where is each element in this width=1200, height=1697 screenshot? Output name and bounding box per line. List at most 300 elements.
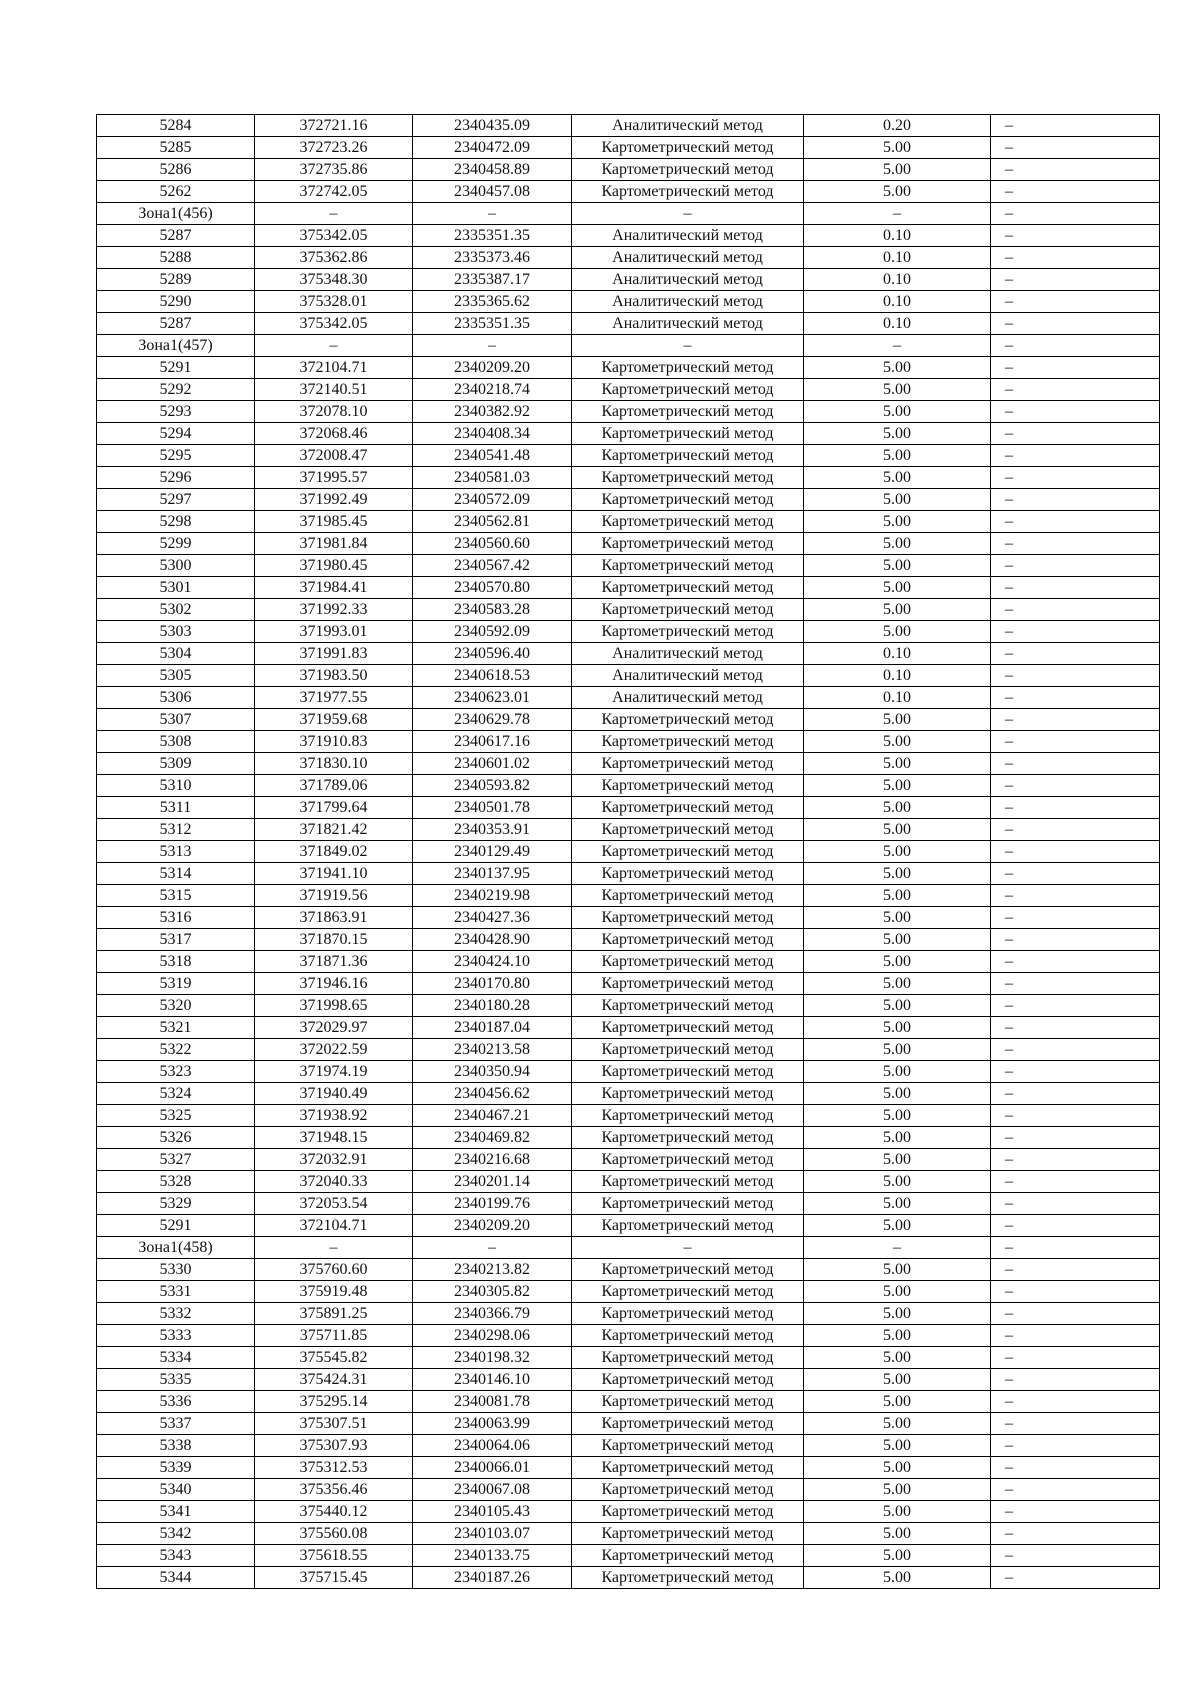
method-cell: Картометрический метод <box>572 1391 804 1413</box>
point-number-cell: 5319 <box>97 973 255 995</box>
x-coordinate-cell: 371946.16 <box>255 973 413 995</box>
table-row <box>97 137 1160 159</box>
point-number-cell: 5321 <box>97 1017 255 1039</box>
accuracy-cell: 0.10 <box>804 247 991 269</box>
table-row <box>97 115 1160 137</box>
method-cell: Картометрический метод <box>572 995 804 1017</box>
method-cell: Аналитический метод <box>572 115 804 137</box>
method-cell: Картометрический метод <box>572 1325 804 1347</box>
table-row <box>97 423 1160 445</box>
method-cell: Аналитический метод <box>572 269 804 291</box>
x-coordinate-cell: 375545.82 <box>255 1347 413 1369</box>
description-cell: – <box>991 181 1160 203</box>
method-cell: Аналитический метод <box>572 291 804 313</box>
point-number-cell: 5338 <box>97 1435 255 1457</box>
table-row <box>97 797 1160 819</box>
method-cell: Картометрический метод <box>572 1039 804 1061</box>
table-row <box>97 577 1160 599</box>
x-coordinate-cell: 375342.05 <box>255 225 413 247</box>
point-number-cell: 5286 <box>97 159 255 181</box>
x-coordinate-cell: 372078.10 <box>255 401 413 423</box>
accuracy-cell: 5.00 <box>804 1083 991 1105</box>
point-number-cell: 5295 <box>97 445 255 467</box>
description-cell: – <box>991 1105 1160 1127</box>
point-number-cell: 5327 <box>97 1149 255 1171</box>
table-row <box>97 1457 1160 1479</box>
table-row <box>97 467 1160 489</box>
y-coordinate-cell: 2340583.28 <box>413 599 572 621</box>
x-coordinate-cell: 375356.46 <box>255 1479 413 1501</box>
point-number-cell: 5312 <box>97 819 255 841</box>
description-cell: – <box>991 555 1160 577</box>
method-cell: Картометрический метод <box>572 1171 804 1193</box>
description-cell: – <box>991 357 1160 379</box>
point-number-cell: 5342 <box>97 1523 255 1545</box>
y-coordinate-cell: 2340560.60 <box>413 533 572 555</box>
method-cell: Картометрический метод <box>572 577 804 599</box>
x-coordinate-cell: 372008.47 <box>255 445 413 467</box>
table-row <box>97 379 1160 401</box>
y-coordinate-cell: 2340382.92 <box>413 401 572 423</box>
y-coordinate-cell: 2340596.40 <box>413 643 572 665</box>
y-coordinate-cell: 2340213.82 <box>413 1259 572 1281</box>
accuracy-cell: 5.00 <box>804 1391 991 1413</box>
x-coordinate-cell: 375560.08 <box>255 1523 413 1545</box>
accuracy-cell: 5.00 <box>804 1523 991 1545</box>
y-coordinate-cell: 2340216.68 <box>413 1149 572 1171</box>
accuracy-cell: 5.00 <box>804 1413 991 1435</box>
x-coordinate-cell: 375307.93 <box>255 1435 413 1457</box>
point-number-cell: 5262 <box>97 181 255 203</box>
x-coordinate-cell: 371992.49 <box>255 489 413 511</box>
table-row <box>97 445 1160 467</box>
y-coordinate-cell: 2340581.03 <box>413 467 572 489</box>
method-cell: Аналитический метод <box>572 687 804 709</box>
accuracy-cell: 5.00 <box>804 1061 991 1083</box>
description-cell: – <box>991 1193 1160 1215</box>
method-cell: Картометрический метод <box>572 1061 804 1083</box>
method-cell: Картометрический метод <box>572 863 804 885</box>
method-cell: Картометрический метод <box>572 951 804 973</box>
x-coordinate-cell: 371849.02 <box>255 841 413 863</box>
table-row <box>97 401 1160 423</box>
accuracy-cell: 0.10 <box>804 269 991 291</box>
method-cell: Картометрический метод <box>572 599 804 621</box>
point-number-cell: 5330 <box>97 1259 255 1281</box>
description-cell: – <box>991 1237 1160 1259</box>
y-coordinate-cell: 2340170.80 <box>413 973 572 995</box>
method-cell: Картометрический метод <box>572 1457 804 1479</box>
description-cell: – <box>991 313 1160 335</box>
table-row <box>97 665 1160 687</box>
point-number-cell: 5339 <box>97 1457 255 1479</box>
method-cell: Картометрический метод <box>572 159 804 181</box>
accuracy-cell: – <box>804 335 991 357</box>
accuracy-cell: 5.00 <box>804 621 991 643</box>
x-coordinate-cell: 371870.15 <box>255 929 413 951</box>
method-cell: Картометрический метод <box>572 1479 804 1501</box>
table-row <box>97 225 1160 247</box>
accuracy-cell: 5.00 <box>804 841 991 863</box>
description-cell: – <box>991 1149 1160 1171</box>
description-cell: – <box>991 841 1160 863</box>
accuracy-cell: 5.00 <box>804 489 991 511</box>
table-row <box>97 1567 1160 1589</box>
x-coordinate-cell: 372742.05 <box>255 181 413 203</box>
description-cell: – <box>991 1303 1160 1325</box>
y-coordinate-cell: 2340593.82 <box>413 775 572 797</box>
description-cell: – <box>991 1127 1160 1149</box>
accuracy-cell: 5.00 <box>804 951 991 973</box>
point-number-cell: 5291 <box>97 1215 255 1237</box>
description-cell: – <box>991 401 1160 423</box>
table-row <box>97 731 1160 753</box>
y-coordinate-cell: 2340424.10 <box>413 951 572 973</box>
table-row <box>97 885 1160 907</box>
y-coordinate-cell: 2340081.78 <box>413 1391 572 1413</box>
x-coordinate-cell: 372721.16 <box>255 115 413 137</box>
x-coordinate-cell: 371981.84 <box>255 533 413 555</box>
table-row <box>97 1215 1160 1237</box>
point-number-cell: 5323 <box>97 1061 255 1083</box>
description-cell: – <box>991 225 1160 247</box>
description-cell: – <box>991 819 1160 841</box>
accuracy-cell: 5.00 <box>804 973 991 995</box>
accuracy-cell: 0.10 <box>804 643 991 665</box>
point-number-cell: Зона1(457) <box>97 335 255 357</box>
accuracy-cell: 0.10 <box>804 225 991 247</box>
x-coordinate-cell: 371948.15 <box>255 1127 413 1149</box>
y-coordinate-cell: 2340198.32 <box>413 1347 572 1369</box>
description-cell: – <box>991 1325 1160 1347</box>
zone-header-row <box>97 203 1160 225</box>
method-cell: Картометрический метод <box>572 731 804 753</box>
x-coordinate-cell: 371959.68 <box>255 709 413 731</box>
method-cell: Картометрический метод <box>572 1083 804 1105</box>
point-number-cell: 5317 <box>97 929 255 951</box>
description-cell: – <box>991 951 1160 973</box>
x-coordinate-cell: 371789.06 <box>255 775 413 797</box>
accuracy-cell: 5.00 <box>804 577 991 599</box>
accuracy-cell: 5.00 <box>804 1259 991 1281</box>
point-number-cell: 5300 <box>97 555 255 577</box>
description-cell: – <box>991 247 1160 269</box>
description-cell: – <box>991 445 1160 467</box>
x-coordinate-cell: 371910.83 <box>255 731 413 753</box>
accuracy-cell: 0.10 <box>804 291 991 313</box>
y-coordinate-cell: 2340427.36 <box>413 907 572 929</box>
description-cell: – <box>991 907 1160 929</box>
x-coordinate-cell: 375618.55 <box>255 1545 413 1567</box>
point-number-cell: 5310 <box>97 775 255 797</box>
point-number-cell: 5287 <box>97 225 255 247</box>
x-coordinate-cell: 375362.86 <box>255 247 413 269</box>
y-coordinate-cell: 2340456.62 <box>413 1083 572 1105</box>
table-row <box>97 1435 1160 1457</box>
description-cell: – <box>991 1039 1160 1061</box>
method-cell: Картометрический метод <box>572 1259 804 1281</box>
description-cell: – <box>991 753 1160 775</box>
x-coordinate-cell: 372022.59 <box>255 1039 413 1061</box>
method-cell: Картометрический метод <box>572 621 804 643</box>
accuracy-cell: 5.00 <box>804 1303 991 1325</box>
accuracy-cell: 5.00 <box>804 1281 991 1303</box>
table-row <box>97 951 1160 973</box>
y-coordinate-cell: 2340187.26 <box>413 1567 572 1589</box>
description-cell: – <box>991 511 1160 533</box>
point-number-cell: 5297 <box>97 489 255 511</box>
accuracy-cell: 5.00 <box>804 819 991 841</box>
description-cell: – <box>991 1017 1160 1039</box>
point-number-cell: 5290 <box>97 291 255 313</box>
accuracy-cell: 0.10 <box>804 665 991 687</box>
description-cell: – <box>991 1479 1160 1501</box>
x-coordinate-cell: 371995.57 <box>255 467 413 489</box>
y-coordinate-cell: 2340213.58 <box>413 1039 572 1061</box>
y-coordinate-cell: 2340350.94 <box>413 1061 572 1083</box>
point-number-cell: 5301 <box>97 577 255 599</box>
point-number-cell: 5293 <box>97 401 255 423</box>
point-number-cell: Зона1(458) <box>97 1237 255 1259</box>
point-number-cell: 5325 <box>97 1105 255 1127</box>
y-coordinate-cell: 2340469.82 <box>413 1127 572 1149</box>
y-coordinate-cell: 2340209.20 <box>413 1215 572 1237</box>
x-coordinate-cell: 371980.45 <box>255 555 413 577</box>
accuracy-cell: 5.00 <box>804 731 991 753</box>
x-coordinate-cell: 372068.46 <box>255 423 413 445</box>
method-cell: Картометрический метод <box>572 1347 804 1369</box>
x-coordinate-cell: 371984.41 <box>255 577 413 599</box>
x-coordinate-cell: 371985.45 <box>255 511 413 533</box>
accuracy-cell: 5.00 <box>804 1479 991 1501</box>
table-row <box>97 709 1160 731</box>
table-row <box>97 291 1160 313</box>
method-cell: Картометрический метод <box>572 1369 804 1391</box>
table-row <box>97 753 1160 775</box>
table-row <box>97 1545 1160 1567</box>
table-row <box>97 313 1160 335</box>
accuracy-cell: 5.00 <box>804 1347 991 1369</box>
y-coordinate-cell: 2340408.34 <box>413 423 572 445</box>
y-coordinate-cell: 2340457.08 <box>413 181 572 203</box>
y-coordinate-cell: 2340567.42 <box>413 555 572 577</box>
accuracy-cell: 5.00 <box>804 1215 991 1237</box>
point-number-cell: 5284 <box>97 115 255 137</box>
method-cell: Картометрический метод <box>572 423 804 445</box>
x-coordinate-cell: 375342.05 <box>255 313 413 335</box>
point-number-cell: 5336 <box>97 1391 255 1413</box>
description-cell: – <box>991 379 1160 401</box>
accuracy-cell: 5.00 <box>804 137 991 159</box>
y-coordinate-cell: 2340067.08 <box>413 1479 572 1501</box>
description-cell: – <box>991 1391 1160 1413</box>
method-cell: Картометрический метод <box>572 1017 804 1039</box>
table-row <box>97 269 1160 291</box>
description-cell: – <box>991 423 1160 445</box>
accuracy-cell: 5.00 <box>804 423 991 445</box>
description-cell: – <box>991 1215 1160 1237</box>
x-coordinate-cell: 371974.19 <box>255 1061 413 1083</box>
description-cell: – <box>991 599 1160 621</box>
x-coordinate-cell: 372104.71 <box>255 357 413 379</box>
description-cell: – <box>991 1369 1160 1391</box>
y-coordinate-cell: – <box>413 203 572 225</box>
y-coordinate-cell: 2340209.20 <box>413 357 572 379</box>
accuracy-cell: 5.00 <box>804 511 991 533</box>
point-number-cell: 5302 <box>97 599 255 621</box>
method-cell: Картометрический метод <box>572 181 804 203</box>
point-number-cell: 5289 <box>97 269 255 291</box>
method-cell: – <box>572 335 804 357</box>
point-number-cell: 5337 <box>97 1413 255 1435</box>
x-coordinate-cell: 371991.83 <box>255 643 413 665</box>
method-cell: Аналитический метод <box>572 247 804 269</box>
point-number-cell: 5292 <box>97 379 255 401</box>
method-cell: Картометрический метод <box>572 1127 804 1149</box>
point-number-cell: 5329 <box>97 1193 255 1215</box>
y-coordinate-cell: 2340601.02 <box>413 753 572 775</box>
point-number-cell: 5309 <box>97 753 255 775</box>
description-cell: – <box>991 1347 1160 1369</box>
description-cell: – <box>991 467 1160 489</box>
method-cell: Картометрический метод <box>572 885 804 907</box>
table-row <box>97 1149 1160 1171</box>
description-cell: – <box>991 709 1160 731</box>
description-cell: – <box>991 137 1160 159</box>
table-row <box>97 357 1160 379</box>
table-row <box>97 533 1160 555</box>
x-coordinate-cell: 375424.31 <box>255 1369 413 1391</box>
accuracy-cell: 5.00 <box>804 929 991 951</box>
y-coordinate-cell: 2340618.53 <box>413 665 572 687</box>
x-coordinate-cell: – <box>255 1237 413 1259</box>
method-cell: Картометрический метод <box>572 907 804 929</box>
x-coordinate-cell: 372040.33 <box>255 1171 413 1193</box>
table-row <box>97 621 1160 643</box>
x-coordinate-cell: 371871.36 <box>255 951 413 973</box>
table-row <box>97 1127 1160 1149</box>
y-coordinate-cell: 2340180.28 <box>413 995 572 1017</box>
point-number-cell: 5320 <box>97 995 255 1017</box>
x-coordinate-cell: 371940.49 <box>255 1083 413 1105</box>
y-coordinate-cell: 2340623.01 <box>413 687 572 709</box>
x-coordinate-cell: 371992.33 <box>255 599 413 621</box>
y-coordinate-cell: 2340133.75 <box>413 1545 572 1567</box>
point-number-cell: 5305 <box>97 665 255 687</box>
table-row <box>97 1391 1160 1413</box>
method-cell: Аналитический метод <box>572 225 804 247</box>
accuracy-cell: 5.00 <box>804 753 991 775</box>
point-number-cell: 5296 <box>97 467 255 489</box>
accuracy-cell: 5.00 <box>804 863 991 885</box>
table-row <box>97 973 1160 995</box>
method-cell: Картометрический метод <box>572 973 804 995</box>
point-number-cell: 5343 <box>97 1545 255 1567</box>
y-coordinate-cell: 2340353.91 <box>413 819 572 841</box>
method-cell: Картометрический метод <box>572 775 804 797</box>
accuracy-cell: 5.00 <box>804 181 991 203</box>
accuracy-cell: 5.00 <box>804 1039 991 1061</box>
table-row <box>97 1083 1160 1105</box>
x-coordinate-cell: 372735.86 <box>255 159 413 181</box>
point-number-cell: 5326 <box>97 1127 255 1149</box>
accuracy-cell: 5.00 <box>804 709 991 731</box>
accuracy-cell: 5.00 <box>804 1325 991 1347</box>
description-cell: – <box>991 1083 1160 1105</box>
y-coordinate-cell: 2340146.10 <box>413 1369 572 1391</box>
x-coordinate-cell: 372104.71 <box>255 1215 413 1237</box>
point-number-cell: 5307 <box>97 709 255 731</box>
description-cell: – <box>991 335 1160 357</box>
table-row <box>97 599 1160 621</box>
method-cell: Картометрический метод <box>572 1149 804 1171</box>
table-row <box>97 511 1160 533</box>
x-coordinate-cell: – <box>255 203 413 225</box>
y-coordinate-cell: 2340201.14 <box>413 1171 572 1193</box>
accuracy-cell: 5.00 <box>804 885 991 907</box>
accuracy-cell: 5.00 <box>804 159 991 181</box>
y-coordinate-cell: 2340617.16 <box>413 731 572 753</box>
description-cell: – <box>991 797 1160 819</box>
zone-header-row <box>97 1237 1160 1259</box>
table-row <box>97 1281 1160 1303</box>
description-cell: – <box>991 1435 1160 1457</box>
table-row <box>97 1039 1160 1061</box>
x-coordinate-cell: 372723.26 <box>255 137 413 159</box>
description-cell: – <box>991 1171 1160 1193</box>
point-number-cell: 5291 <box>97 357 255 379</box>
point-number-cell: 5324 <box>97 1083 255 1105</box>
point-number-cell: 5322 <box>97 1039 255 1061</box>
x-coordinate-cell: 375295.14 <box>255 1391 413 1413</box>
method-cell: Аналитический метод <box>572 313 804 335</box>
table-row <box>97 489 1160 511</box>
point-number-cell: 5308 <box>97 731 255 753</box>
method-cell: Картометрический метод <box>572 445 804 467</box>
accuracy-cell: 5.00 <box>804 1105 991 1127</box>
method-cell: Картометрический метод <box>572 1435 804 1457</box>
y-coordinate-cell: 2335373.46 <box>413 247 572 269</box>
x-coordinate-cell: 375715.45 <box>255 1567 413 1589</box>
description-cell: – <box>991 1457 1160 1479</box>
point-number-cell: 5306 <box>97 687 255 709</box>
description-cell: – <box>991 291 1160 313</box>
accuracy-cell: 5.00 <box>804 1457 991 1479</box>
y-coordinate-cell: 2340063.99 <box>413 1413 572 1435</box>
x-coordinate-cell: 371938.92 <box>255 1105 413 1127</box>
table-row <box>97 159 1160 181</box>
table-row <box>97 995 1160 1017</box>
y-coordinate-cell: 2340103.07 <box>413 1523 572 1545</box>
y-coordinate-cell: 2340305.82 <box>413 1281 572 1303</box>
table-row <box>97 643 1160 665</box>
x-coordinate-cell: 375711.85 <box>255 1325 413 1347</box>
method-cell: Картометрический метод <box>572 819 804 841</box>
description-cell: – <box>991 995 1160 1017</box>
description-cell: – <box>991 885 1160 907</box>
y-coordinate-cell: 2340467.21 <box>413 1105 572 1127</box>
table-row <box>97 1479 1160 1501</box>
point-number-cell: 5298 <box>97 511 255 533</box>
accuracy-cell: 5.00 <box>804 379 991 401</box>
zone-header-row <box>97 335 1160 357</box>
accuracy-cell: 5.00 <box>804 1435 991 1457</box>
table-row <box>97 1105 1160 1127</box>
x-coordinate-cell: 372053.54 <box>255 1193 413 1215</box>
accuracy-cell: – <box>804 1237 991 1259</box>
description-cell: – <box>991 621 1160 643</box>
method-cell: Аналитический метод <box>572 643 804 665</box>
